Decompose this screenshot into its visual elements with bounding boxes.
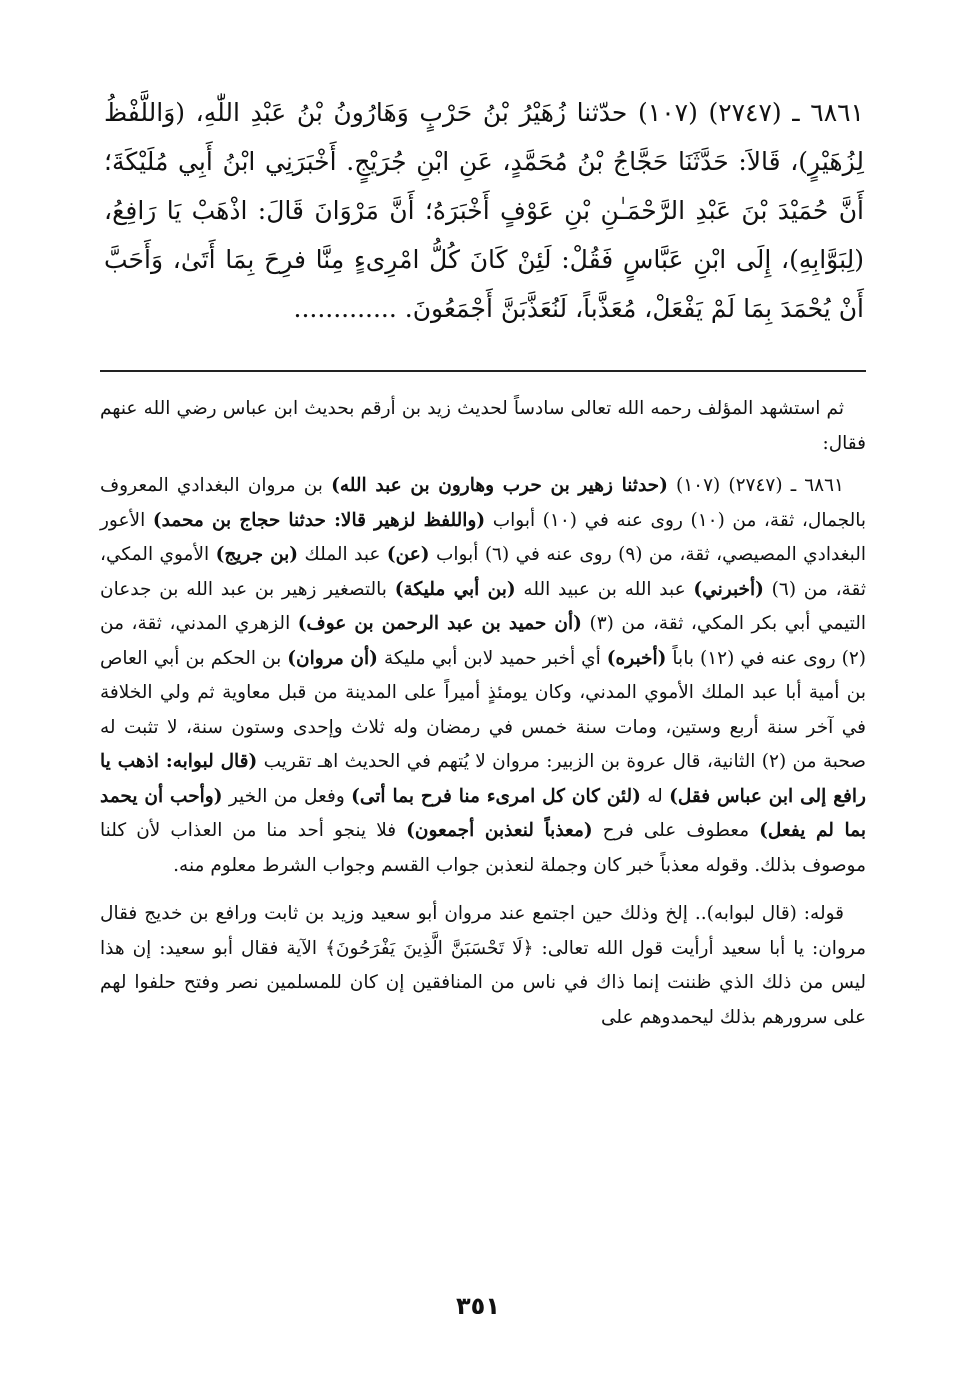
- segment: ٦٨٦١ ـ (٢٧٤٧) (١٠٧): [667, 475, 844, 496]
- commentary-intro: ثم استشهد المؤلف رحمه الله تعالى سادساً لحديث زيد بن أرقم بحديث ابن عباس رضي الله عنهم فقال:: [100, 398, 866, 454]
- segment: عبد الملك: [298, 544, 387, 565]
- segment: له: [640, 785, 670, 807]
- segment: أي أخبر حميد لابن أبي مليكة: [377, 647, 607, 669]
- bold-segment: (أن حميد بن عبد الرحمن بن عوف): [297, 613, 582, 634]
- bold-segment: (أخبره): [606, 647, 667, 669]
- bold-segment: (معذباً لنعذبن أجمعون): [406, 820, 593, 841]
- segment: بن مروان البغدادي المعروف بالجمال، ثقة، من (١٠) روى عنه في (١٠) أبواب: [100, 475, 867, 531]
- segment: الأعور البغدادي المصيصي، ثقة، من (٩) روى عنه في (٦) أبواب: [100, 509, 867, 565]
- segment: الآية فقال أبو سعيد: إن هذا ليس من ذلك الذي ظننت إنما ذاك في ناس من المنافقين إن كان للمسلمين نصر وفتح حلفوا لهم على سرورهم بذلك ليحمدوهم على: [100, 937, 866, 1028]
- bold-segment: (بن جريج): [215, 544, 299, 565]
- page-number: ٣٥١: [456, 1292, 500, 1320]
- segment: فلا ينجو أحد منا من العذاب لأن كلنا موصوف بذلك. وقوله معذباً خبر كان وجملة لنعذبن جواب القسم وجواب الشرط معلوم منه.: [100, 820, 866, 876]
- segment: وفعل من الخير: [222, 785, 352, 807]
- segment: بن الحكم بن أبي العاص بن أمية أبا عبد الملك الأموي المدني، وكان يومئذٍ أميراً على المدينة من قبل معاوية ثم ولي الخلافة في آخر سنة أربع وستين، ومات سنة خمس في رمضان وله ثلاث وإحدى وستون سنة، لا تثبت له صحبة من (٢) الثانية، قال عروة بن الزبير: مروان لا يُتهم في الحديث اهـ تقريب: [100, 647, 866, 772]
- bold-segment: (حدثنا زهير بن حرب وهارون بن عبد الله): [331, 475, 668, 496]
- bold-segment: (بن أبي مليكة): [394, 578, 516, 600]
- segment: الزهري المدني، ثقة، من (٢) روى عنه في (١٢) باباً: [100, 613, 866, 669]
- hadith-text: ٦٨٦١ ـ (٢٧٤٧) (١٠٧) حدّثنا زُهَيْرُ بْنُ حَرْبٍ وَهَارُونُ بْنُ عَبْدِ اللّٰهِ، (وَاللَّفْظُ لِزُهَيْرٍ)، قَالاَ: حَدَّثَنَا حَجَّاجُ بْنُ مُحَمَّدٍ، عَنِ ابْنِ جُرَيْجٍ. أَخْبَرَنِي ابْنُ أَبِي مُلَيْكَةَ؛ أَنَّ حُمَيْدَ بْنَ عَبْدِ الرَّحْمَـٰنِ بْنِ عَوْفٍ أَخْبَرَهُ؛ أَنَّ مَرْوَانَ قَالَ: اذْهَبْ يَا رَافِعُ، (لِبَوَّابِهِ)، إِلَى ابْنِ عَبَّاسٍ فَقُلْ: لَئِنْ كَانَ كُلُّ امْرِىءٍ مِنَّا فرِحَ بِمَا أَتَىٰ، وَأَحَبَّ أَنْ يُحْمَدَ بِمَا لَمْ يَفْعَلْ، مُعَذَّباً، لَنُعَذَّبَنَّ أَجْمَعُونَ. .............: [104, 98, 864, 323]
- commentary: [100, 392, 866, 1049]
- bold-segment: (واللفظ لزهير قالا: حدثنا حجاج بن محمد): [152, 509, 486, 531]
- bold-segment: (أخبرني): [693, 578, 764, 600]
- segment: قوله: (قال لبوابه).. إلخ وذلك حين اجتمع عند مروان أبو سعيد وزيد بن ثابت ورافع بن خديج فقال مروان: يا أبا سعيد أرأيت قول الله تعالى:: [100, 903, 866, 959]
- segment: معطوف على فرح: [592, 820, 760, 841]
- bold-segment: (أن مروان): [287, 647, 378, 669]
- commentary-paragraph-narrators: [100, 469, 866, 883]
- bold-segment: (عن): [386, 544, 430, 565]
- footnote-divider: [100, 370, 866, 372]
- segment: عبد الله بن عبيد الله: [515, 578, 694, 600]
- bold-segment: (وأحب أن يحمد بما لم يفعل): [100, 785, 866, 841]
- segment: الأموي المكي، ثقة، من (٦): [100, 544, 866, 600]
- bold-segment: (قال لبوابه: اذهب يا رافع إلى ابن عباس فقل): [100, 751, 866, 807]
- quran-quote: ﴿لَا تَحْسَبَنَّ الَّذِينَ يَفْرَحُونَ﴾: [325, 937, 534, 959]
- bold-segment: (لئن كان كل امرىء منا فرح بما أتى): [351, 785, 641, 807]
- segment: بالتصغير زهير بن عبد الله بن جدعان التيمي أبي بكر المكي، ثقة، من (٣): [100, 578, 867, 634]
- commentary-paragraph-note: [100, 897, 866, 1035]
